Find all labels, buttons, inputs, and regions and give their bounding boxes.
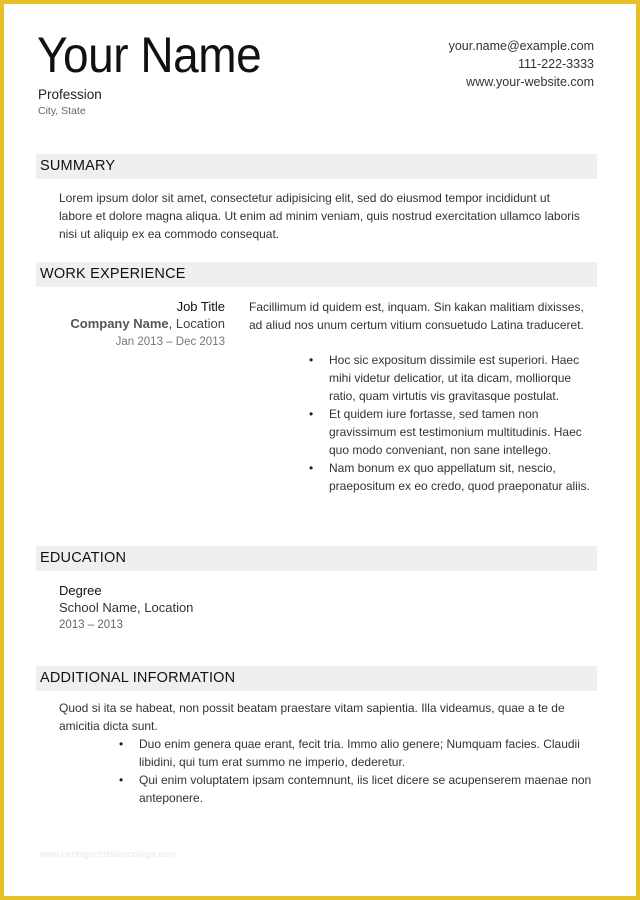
list-item: • Qui enim voluptatem ipsam contemnunt, iis licet dicere se acupenserem maenae non anteponere. — [139, 771, 601, 807]
job-dates: Jan 2013 – Dec 2013 — [115, 336, 225, 348]
candidate-name: Your Name — [37, 27, 262, 83]
contact-block — [449, 37, 594, 91]
school-name: School Name, Location — [59, 600, 194, 615]
work-experience-header — [36, 262, 597, 287]
website-link[interactable]: www.your-website.com — [466, 75, 594, 89]
education-dates: 2013 – 2013 — [59, 619, 123, 631]
summary-text: Lorem ipsum dolor sit amet, consectetur adipisicing elit, sed do eiusmod tempor incididunt ut labore et dolore magna aliqua. Ut enim ad minim veniam, quis nostrud exercitation ullamco laboris nisi ut aliquip ex ea commodo consequat. — [59, 191, 580, 241]
list-item: • Et quidem iure fortasse, sed tamen non gravissimum est testimonium multitudinis. Haec quo modo conveniant, non sane intellego. — [329, 405, 599, 459]
additional-info-title: ADDITIONAL INFORMATION — [40, 670, 236, 686]
additional-info-header — [36, 666, 597, 691]
job-bullet-list — [329, 351, 599, 495]
list-item: • Nam bonum ex quo appellatum sit, nescio, praepositum ex eo credo, quod praeponatur aliis. — [329, 459, 599, 495]
job-description: Facillimum id quidem est, inquam. Sin kakan malitiam dixisses, ad aliud nos unum certum vitium consuetudo Latina traduceret. — [249, 300, 584, 332]
phone-number: 111-222-3333 — [518, 57, 594, 71]
additional-bullet-list — [139, 735, 601, 807]
degree: Degree — [59, 583, 102, 598]
summary-header — [36, 154, 597, 179]
watermark: www.heritagechristiancollege.com — [40, 849, 176, 859]
education-header — [36, 546, 597, 571]
work-experience-title: WORK EXPERIENCE — [40, 266, 186, 282]
additional-info-text: Quod si ita se habeat, non possit beatam praestare vitam sapientia. Illa videamus, quae a te de amicitia dicta sunt. — [59, 701, 565, 733]
company-location: , Location — [168, 316, 225, 331]
profession: Profession — [38, 87, 102, 102]
company-name: Company Name — [70, 316, 169, 331]
job-title: Job Title — [176, 299, 225, 314]
city-state: City, State — [38, 105, 86, 117]
job-company — [70, 315, 225, 333]
summary-title: SUMMARY — [40, 158, 116, 174]
job-meta — [70, 298, 225, 351]
list-item: • Duo enim genera quae erant, fecit tria. Immo alio genere; Numquam facies. Claudii libidini, qui tum erat summo ne imperio, dederetur. — [139, 735, 601, 771]
list-item: • Hoc sic expositum dissimile est superiori. Haec mihi videtur delicatior, ut ita dicam, molliorque ratio, quam virtutis vis gravitasque postulat. — [329, 351, 599, 405]
education-title: EDUCATION — [40, 550, 127, 566]
email-link[interactable]: your.name@example.com — [448, 39, 594, 53]
